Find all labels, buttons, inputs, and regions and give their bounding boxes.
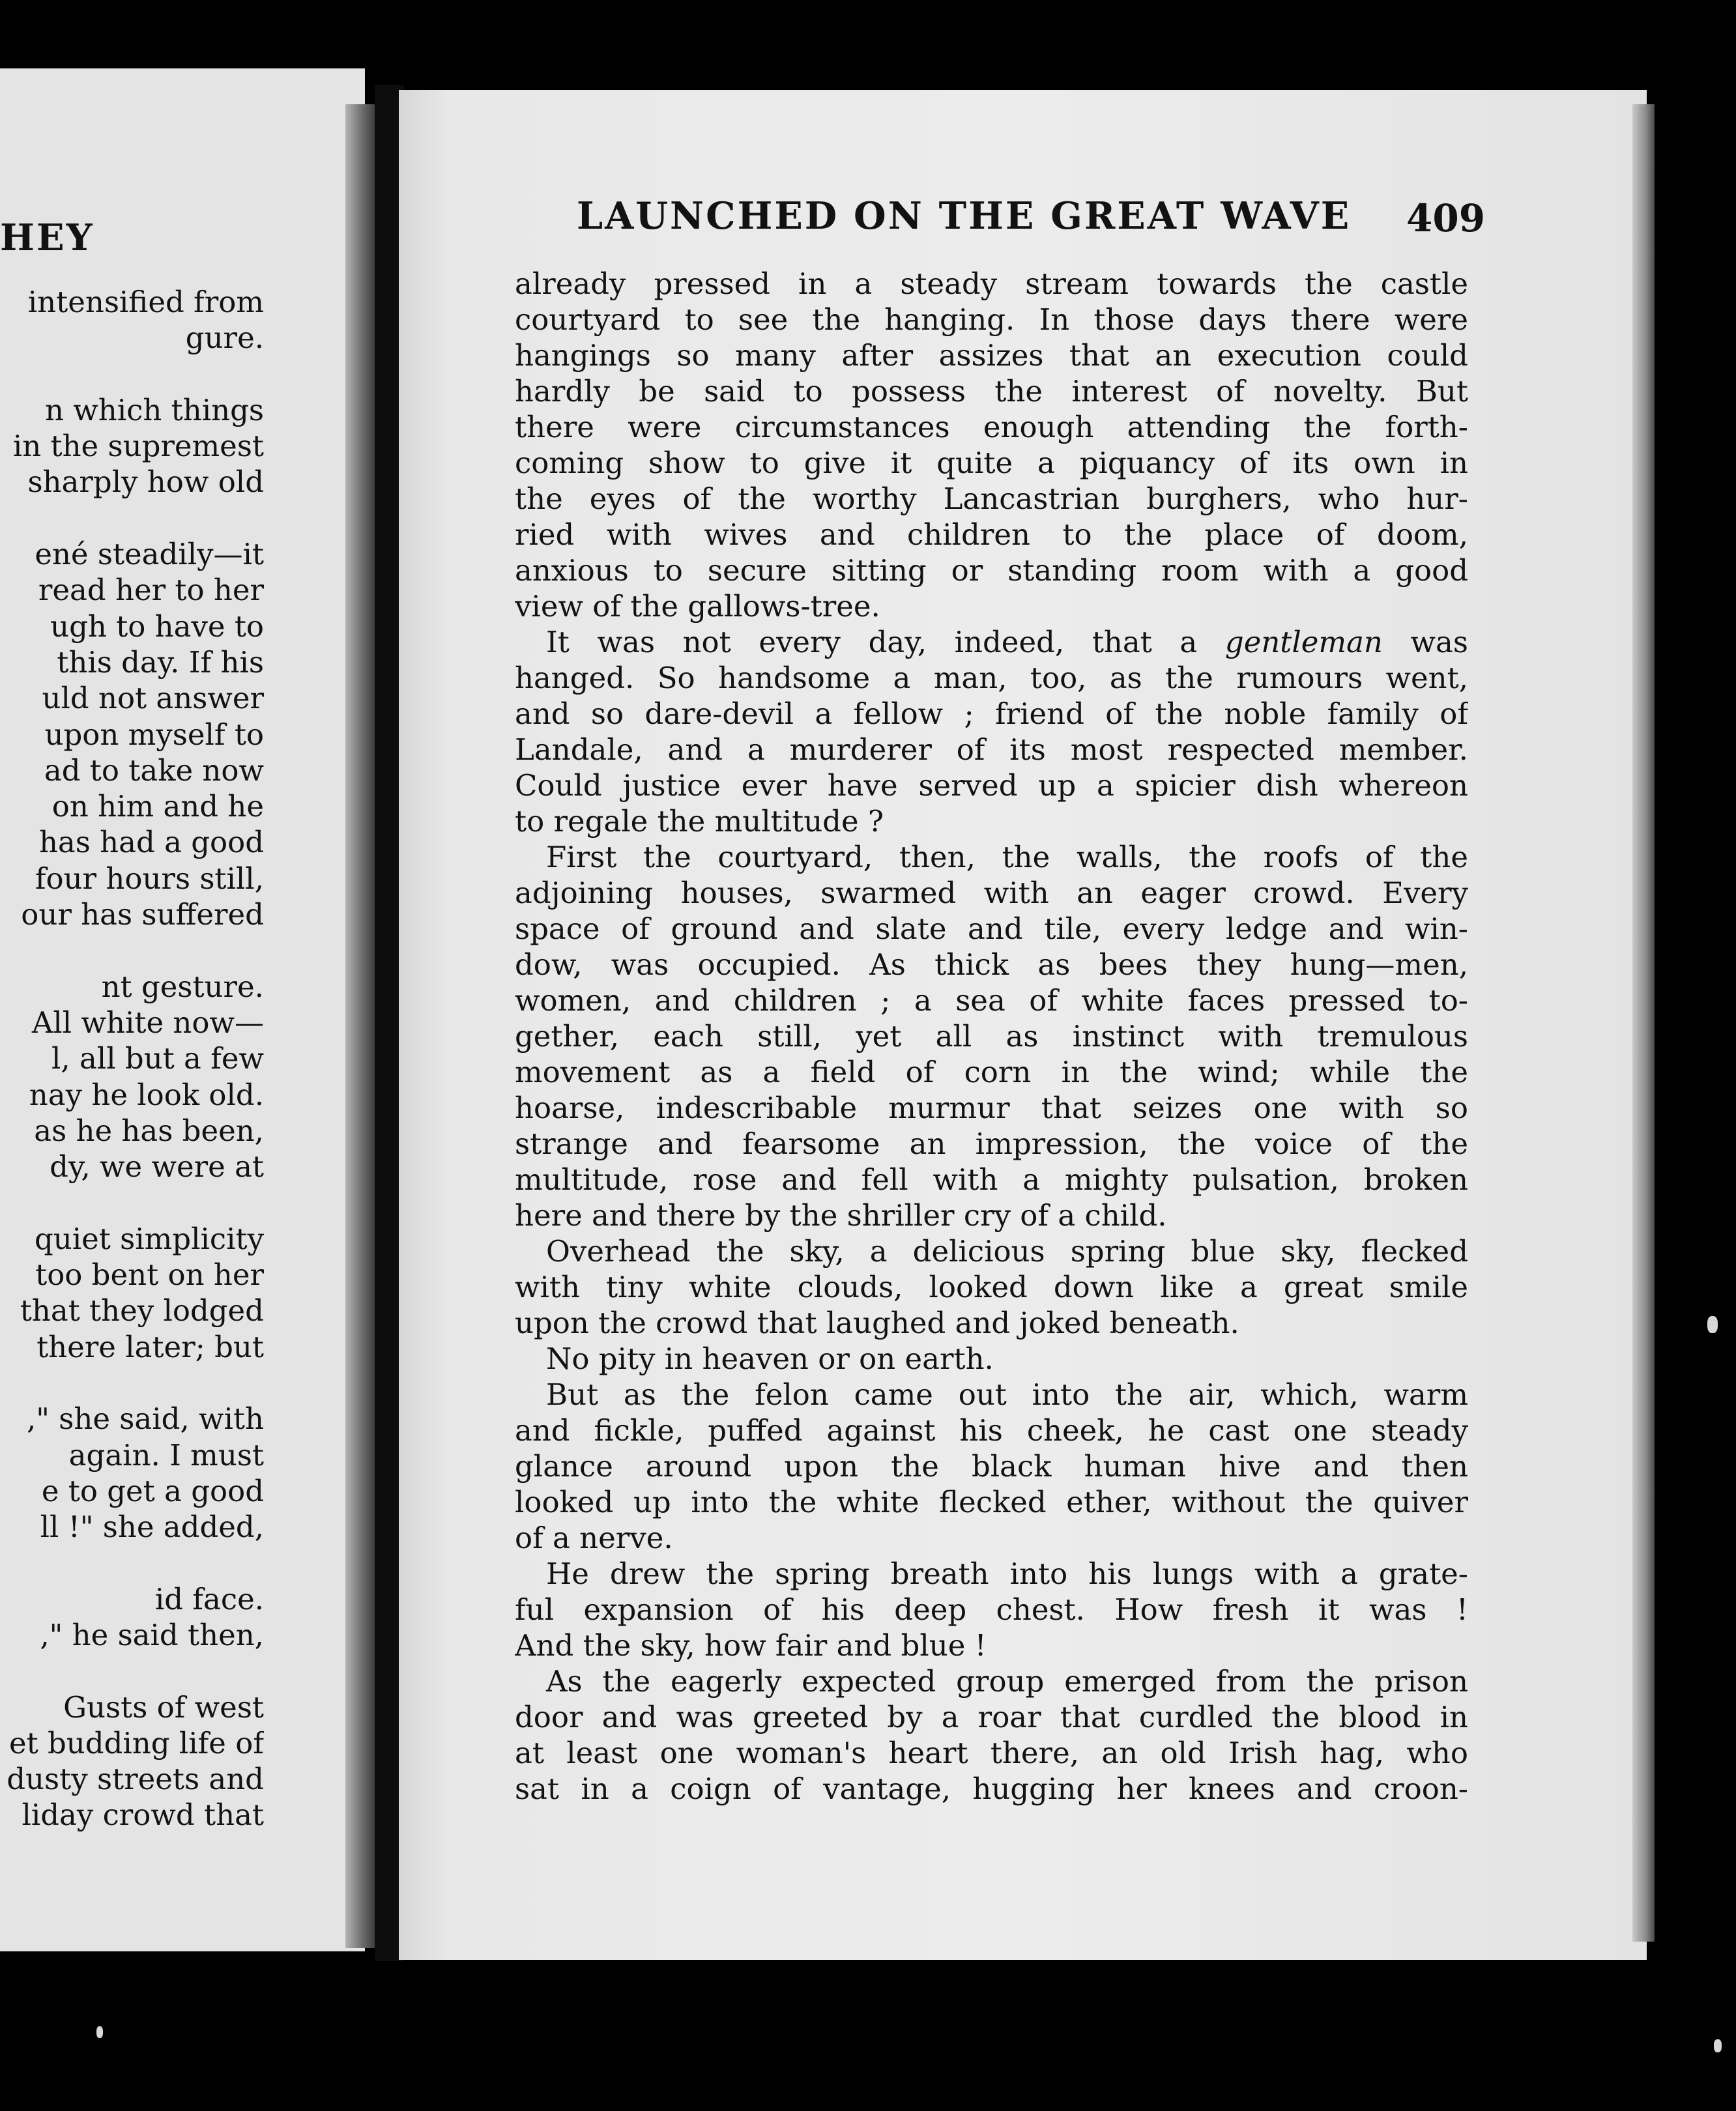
left-text-line-content: quiet simplicity [34, 1221, 264, 1256]
left-text-line-content: liday crowd that [22, 1798, 264, 1833]
running-head: LAUNCHED ON THE GREAT WAVE [577, 194, 1352, 238]
text-line: Landale, and a murderer of its most respected member. [515, 732, 1468, 767]
text-line: coming show to give it quite a piquancy of its own in [515, 446, 1468, 480]
left-text-line-content: our has suffered [21, 897, 264, 932]
text-line: anxious to secure sitting or standing room with a good [515, 553, 1468, 588]
text-line: upon the crowd that laughed and joked beneath. [515, 1306, 1239, 1340]
right-page-text [515, 266, 1468, 1807]
text-line: ful expansion of his deep chest. How fresh it was ! [515, 1592, 1468, 1627]
text-line: sat in a coign of vantage, hugging her knees and croon- [515, 1772, 1468, 1806]
left-text-line [0, 1041, 264, 1076]
left-text-line [0, 1005, 264, 1041]
page-number: 409 [1406, 196, 1486, 240]
left-text-line-content: ," he said then, [40, 1617, 264, 1652]
text-line: But as the felon came out into the air, which, warm [546, 1377, 1468, 1412]
text-line: hanged. So handsome a man, too, as the rumours went, [515, 661, 1468, 695]
text-line: First the courtyard, then, the walls, the roofs of the [546, 840, 1468, 874]
text-line: to regale the multitude ? [515, 804, 884, 839]
left-text-line [0, 1401, 264, 1437]
left-text-line [0, 464, 264, 500]
text-line: He drew the spring breath into his lungs with a grate- [546, 1557, 1468, 1591]
text-line: multitude, rose and fell with a mighty pulsation, broken [515, 1162, 1468, 1197]
text-line: women, and children ; a sea of white faces pressed to- [515, 983, 1468, 1018]
left-text-line [0, 428, 264, 464]
left-text-line [0, 1725, 264, 1761]
text-line: As the eagerly expected group emerged from the prison [546, 1664, 1468, 1699]
text-line: of a nerve. [515, 1521, 673, 1555]
left-text-line [0, 861, 264, 897]
left-text-line-content: id face. [154, 1581, 264, 1616]
left-text-line [0, 1797, 264, 1833]
text-line: movement as a field of corn in the wind; while the [515, 1055, 1468, 1089]
left-text-line-content: uld not answer [42, 681, 264, 716]
left-text-line-content: Gusts of west [63, 1689, 264, 1725]
left-text-line [0, 897, 264, 932]
scan-speck [1714, 2039, 1722, 2052]
left-text-line-content: e to get a good [41, 1473, 264, 1508]
left-text-line-content: l, all but a few [51, 1041, 264, 1076]
left-text-line [0, 969, 264, 1005]
left-text-line [0, 536, 264, 572]
text-line: strange and fearsome an impression, the voice of the [515, 1127, 1468, 1161]
text-line: hoarse, indescribable murmur that seizes one with so [515, 1091, 1468, 1125]
text-line: adjoining houses, swarmed with an eager crowd. Every [515, 876, 1468, 910]
left-text-line [0, 1437, 264, 1473]
left-text-line-content: upon myself to [44, 717, 264, 752]
left-text-line-content: ené steadily—it [35, 537, 264, 572]
left-text-line-content: this day. If his [57, 644, 264, 680]
left-text-line [0, 1293, 264, 1328]
left-text-line-content: gure. [185, 321, 264, 356]
left-text-line [0, 1653, 264, 1689]
text-line: door and was greeted by a roar that curdled the blood in [515, 1700, 1468, 1734]
left-text-line-content: that they lodged [20, 1293, 264, 1328]
text-line: here and there by the shriller cry of a child. [515, 1198, 1167, 1233]
left-text-line-content: nay he look old. [29, 1077, 264, 1112]
text-line: No pity in heaven or on earth. [546, 1342, 994, 1376]
left-text-line [0, 1365, 264, 1401]
left-running-head-text: HEY [0, 216, 94, 259]
left-text-line [0, 1329, 264, 1365]
left-text-line [0, 609, 264, 644]
page-edge [1632, 104, 1655, 1942]
text-line: ried with wives and children to the place of doom, [515, 517, 1468, 552]
left-text-line-content: sharply how old [27, 465, 264, 500]
text-line: at least one woman's heart there, an old Irish hag, who [515, 1736, 1468, 1770]
text-line: And the sky, how fair and blue ! [515, 1628, 987, 1663]
left-text-line-content: ad to take now [44, 753, 264, 788]
left-text-line [0, 1221, 264, 1257]
emphasis: gentleman [1224, 625, 1383, 659]
left-text-line [0, 1545, 264, 1581]
text-line: and fickle, puffed against his cheek, he cast one steady [515, 1413, 1468, 1448]
left-text-line-content: has had a good [38, 825, 264, 860]
left-text-line [0, 572, 264, 608]
text-line: there were circumstances enough attending the forth- [515, 410, 1468, 444]
text-line: hangings so many after assizes that an execution could [515, 338, 1468, 373]
left-text-line [0, 717, 264, 753]
left-text-line-content: et budding life of [8, 1725, 264, 1760]
text-line: hardly be said to possess the interest of novelty. But [515, 374, 1468, 409]
left-text-line-content: dusty streets and [7, 1762, 264, 1797]
left-text-line [0, 1581, 264, 1617]
text-line: gether, each still, yet all as instinct with tremulous [515, 1019, 1468, 1054]
text-line: space of ground and slate and tile, every ledge and win- [515, 912, 1468, 946]
left-text-line-content: dy, we were at [50, 1149, 264, 1185]
left-text-line-content: intensified from [27, 285, 264, 319]
left-text-line [0, 753, 264, 788]
left-text-line-content: ll !" she added, [40, 1510, 264, 1545]
left-text-line [0, 1257, 264, 1293]
left-text-line [0, 788, 264, 824]
text-line: Overhead the sky, a delicious spring blue sky, flecked [546, 1234, 1468, 1269]
text-line: courtyard to see the hanging. In those days there were [515, 302, 1468, 337]
left-text-line-content: in the supremest [12, 429, 264, 464]
left-text-line-content: too bent on her [35, 1257, 264, 1293]
left-text-line-content: as he has been, [34, 1113, 264, 1148]
left-text-line-content: four hours still, [35, 861, 264, 896]
left-text-line [0, 392, 264, 428]
text-line: the eyes of the worthy Lancastrian burghers, who hur- [515, 481, 1468, 516]
left-text-line-content: again. I must [68, 1437, 264, 1472]
left-text-line [0, 1509, 264, 1545]
left-text-line [0, 1185, 264, 1220]
left-text-line-content: ugh to have to [50, 609, 264, 644]
left-text-line [0, 824, 264, 860]
text-line: view of the gallows-tree. [515, 589, 880, 624]
text-line: It was not every day, indeed, that a gentleman was [546, 625, 1468, 659]
left-text-line-content: n which things [44, 392, 264, 427]
left-text-line [0, 356, 264, 392]
left-text-line [0, 1617, 264, 1653]
text-line: and so dare-devil a fellow ; friend of the noble family of [515, 696, 1468, 731]
text-line: with tiny white clouds, looked down like a great smile [515, 1270, 1468, 1304]
left-text-line-content: nt gesture. [101, 969, 264, 1004]
left-text-line [0, 644, 264, 680]
scan-speck [1707, 1316, 1718, 1333]
left-text-line [0, 1473, 264, 1509]
left-text-line [0, 284, 264, 320]
left-text-line-content: read her to her [38, 573, 264, 608]
left-text-line-content: on him and he [51, 789, 264, 824]
left-text-line [0, 500, 264, 536]
text-line: dow, was occupied. As thick as bees they hung—men, [515, 947, 1468, 982]
left-running-head [0, 215, 94, 261]
left-text-line [0, 932, 264, 968]
left-text-line-content: ," she said, with [26, 1401, 264, 1437]
scan-speck [96, 2026, 103, 2038]
text-line: Could justice ever have served up a spicier dish whereon [515, 768, 1468, 803]
left-text-line [0, 320, 264, 356]
text-line: already pressed in a steady stream towards the castle [515, 266, 1468, 301]
left-text-line [0, 680, 264, 716]
left-text-line [0, 1689, 264, 1725]
text-line: looked up into the white flecked ether, without the quiver [515, 1485, 1468, 1519]
left-text-line [0, 1077, 264, 1113]
left-text-line [0, 1149, 264, 1185]
left-text-line [0, 1113, 264, 1149]
left-page-text [0, 284, 264, 1833]
left-text-line-content: there later; but [36, 1329, 264, 1364]
left-text-line-content: All white now— [31, 1005, 264, 1040]
text-line: glance around upon the black human hive and then [515, 1449, 1468, 1484]
left-text-line [0, 1761, 264, 1797]
